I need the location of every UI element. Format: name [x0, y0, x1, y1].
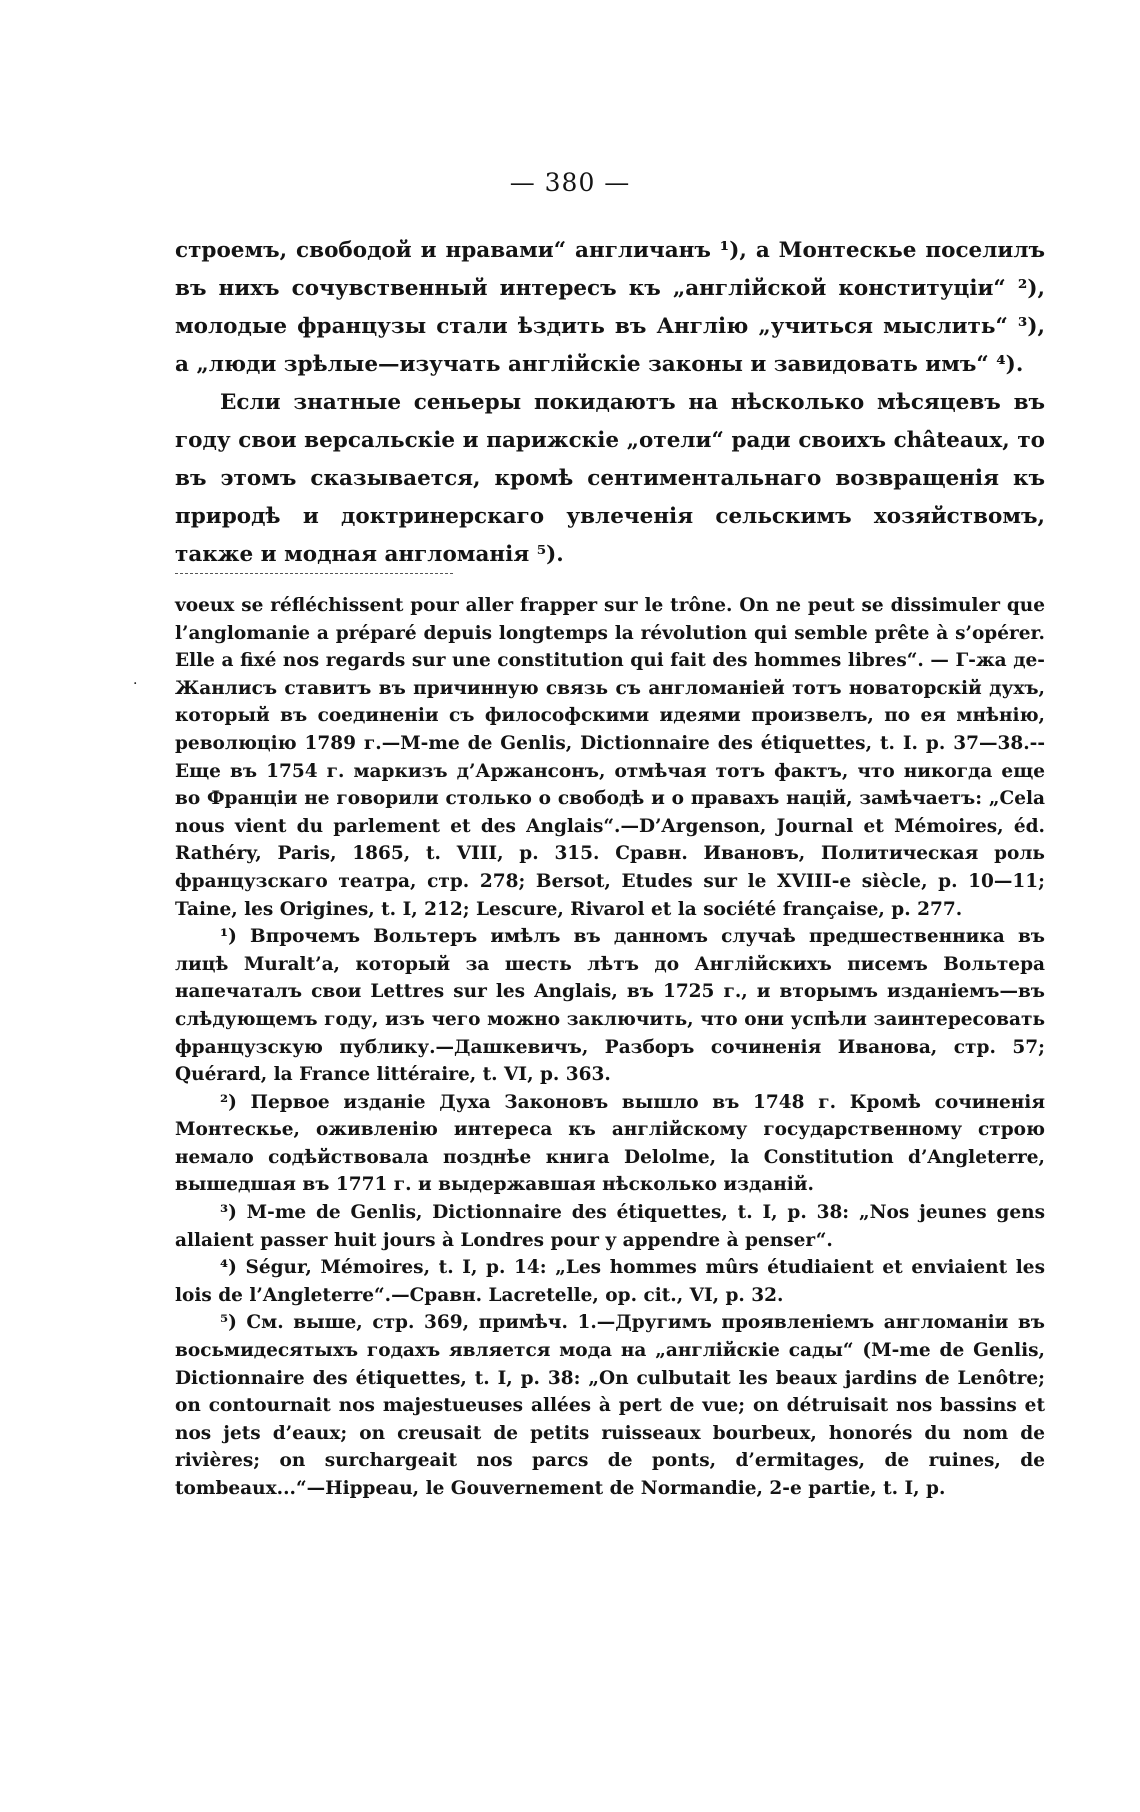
footnotes	[175, 592, 1045, 1503]
margin-mark: ·	[133, 676, 138, 692]
footnote-separator	[175, 573, 453, 574]
page-number: — 380 —	[509, 168, 631, 197]
footnote-4: ⁴) Ségur, Mémoires, t. I, p. 14: „Les hommes mûrs étudiaient et enviaient les lois de l’Angleterre“.—Сравн. Lacretelle, op. cit., VI, p. 32.	[175, 1257, 1045, 1306]
footnote-2: ²) Первое изданіе Духа Законовъ вышло въ 1748 г. Кромѣ сочиненія Монтескье, оживленію интереса къ англійскому государственному строю немало содѣйствовала позднѣе книга Delolme, la Constitution d’Angleterre, вышедшая въ 1771 г. и выдержавшая нѣсколько изданій.	[175, 1091, 1045, 1196]
main-paragraph-1: строемъ, свободой и нравами“ англичанъ ¹), а Монтескье поселилъ въ нихъ сочувственный интересъ къ „англійской конституціи“ ²), молодые французы стали ѣздить въ Англію „учиться мыслить“ ³), а „люди зрѣлые—изучать англійскіе законы и завидовать имъ“ ⁴).	[175, 238, 1045, 377]
main-text	[175, 232, 1045, 574]
footnote-5: ⁵) См. выше, стр. 369, примѣч. 1.—Другимъ проявленіемъ англоманіи въ восьмидесятыхъ годахъ является мода на „англійскіе сады“ (M-me de Genlis, Dictionnaire des étiquettes, t. I, p. 38: „On culbutait les beaux jardins de Lenôtre; on contournait nos majestueuses allées à pert de vue; on détruisait nos bassins et nos jets d’eaux; on creusait de petits ruisseaux bourbeux, honorés du nom de rivières; on surchargeait nos parcs de ponts, d’ermitages, de ruines, de tombeaux...“—Hippeau, le Gouvernement de Normandie, 2-e partie, t. I, p.	[175, 1312, 1045, 1499]
footnote-continuation: voeux se réfléchissent pour aller frapper sur le trône. On ne peut se dissimuler que l’anglomanie a préparé depuis longtemps la révolution qui semble prête à s’opérer. Elle a fixé nos regards sur une constitution qui fait des hommes libres“. — Г-жа де-Жанлисъ ставитъ въ причинную связь съ англоманіей тотъ новаторскій духъ, который въ соединеніи съ философскими идеями произвелъ, по ея мнѣнію, революцію 1789 г.—M-me de Genlis, Dictionnaire des étiquettes, t. I. p. 37—38.--Еще въ 1754 г. маркизъ д’Аржансонъ, отмѣчая тотъ фактъ, что никогда еще во Франціи не говорили столько о свободѣ и о правахъ націй, замѣчаетъ: „Cela nous vient du parlement et des Anglais“.—D’Argenson, Journal et Mémoires, éd. Rathéry, Paris, 1865, t. VIII, p. 315. Сравн. Ивановъ, Политическая роль французскаго театра, стр. 278; Bersot, Etudes sur le XVIII-e siècle, p. 10—11; Taine, les Origines, t. I, 212; Lescure, Rivarol et la société française, p. 277.	[175, 595, 1045, 920]
footnote-1: ¹) Впрочемъ Вольтеръ имѣлъ въ данномъ случаѣ предшественника въ лицѣ Muralt’a, который за шесть лѣтъ до Англійскихъ писемъ Вольтера напечаталъ свои Lettres sur les Anglais, въ 1725 г., и вторымъ изданіемъ—въ слѣдующемъ году, изъ чего можно заключить, что они успѣли заинтересовать французскую публику.—Дашкевичъ, Разборъ сочиненія Иванова, стр. 57; Quérard, la France littéraire, t. VI, p. 363.	[175, 926, 1045, 1086]
main-paragraph-2: Если знатные сеньеры покидаютъ на нѣсколько мѣсяцевъ въ году свои версальскіе и парижскіе „отели“ ради своихъ châteaux, то въ этомъ сказывается, кромѣ сентиментальнаго возвращенія къ природѣ и доктринерскаго увлеченія сельскимъ хозяйствомъ, также и модная англоманія ⁵).	[175, 390, 1045, 567]
footnote-3: ³) M-me de Genlis, Dictionnaire des étiquettes, t. I, p. 38: „Nos jeunes gens allaient passer huit jours à Londres pour y appendre à penser“.	[175, 1202, 1045, 1251]
